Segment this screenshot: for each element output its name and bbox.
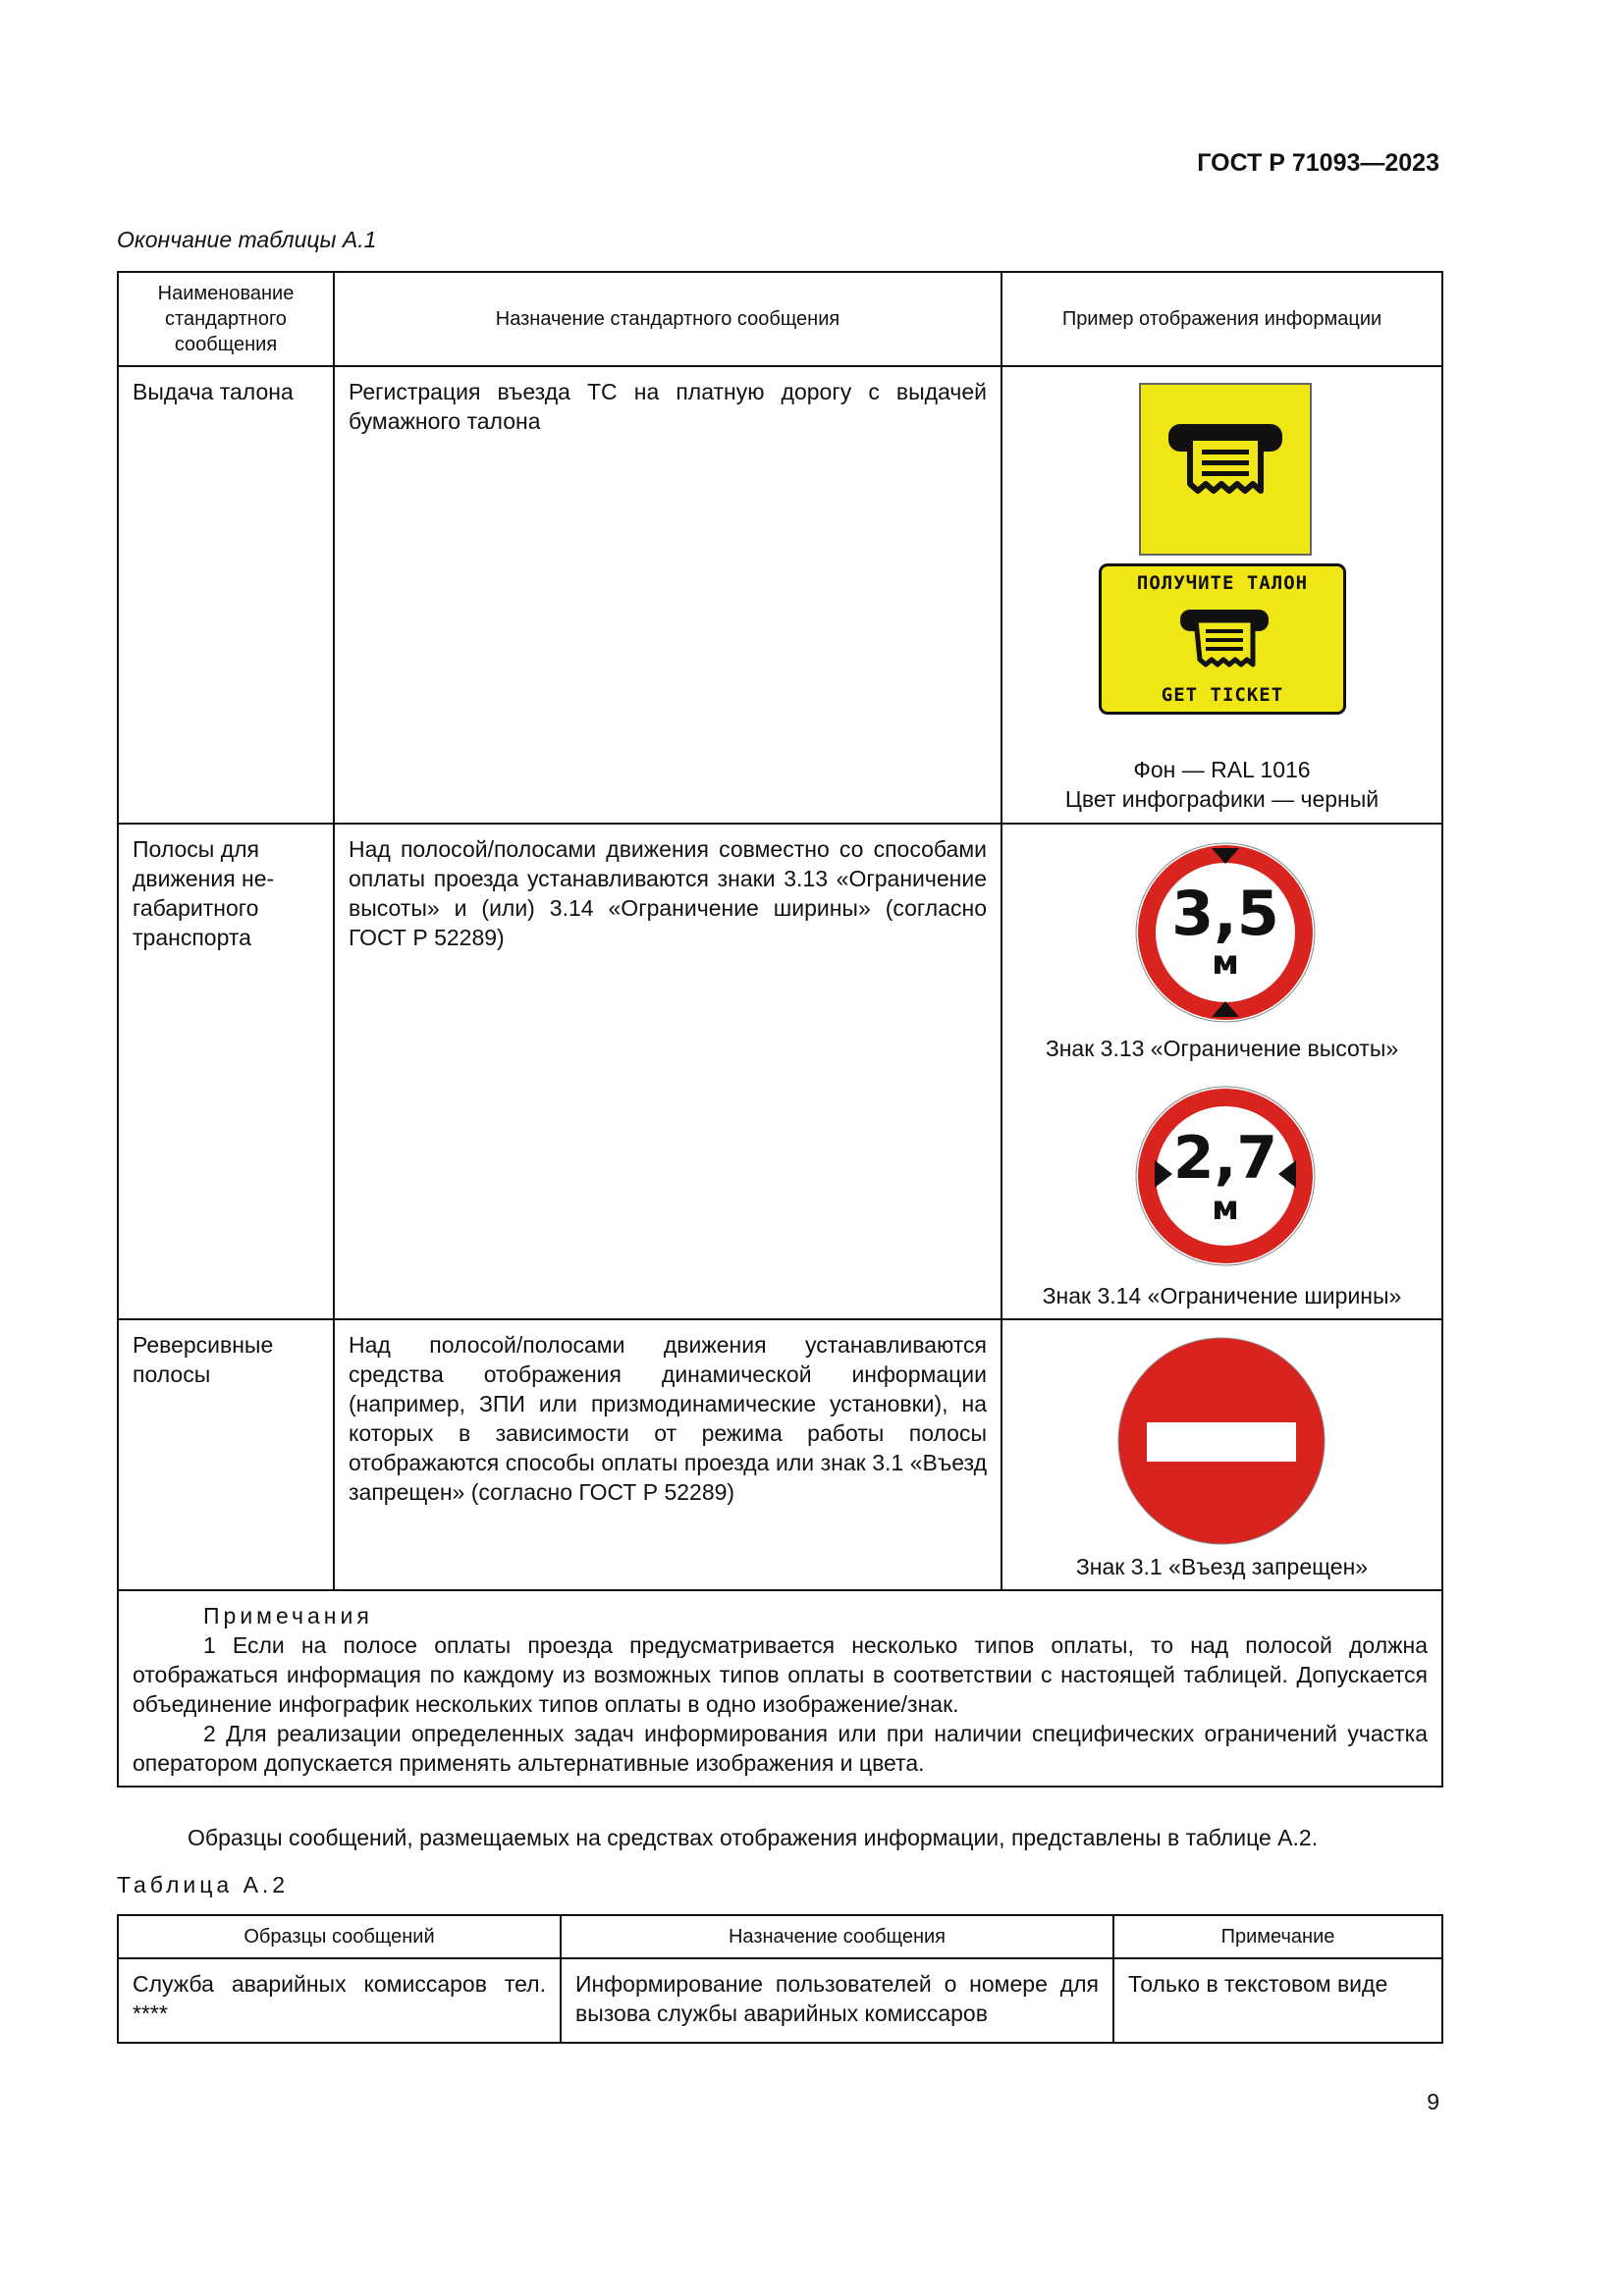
example-cell: [1001, 366, 1442, 824]
message-name: Реверсивные полосы: [118, 1319, 334, 1590]
column-header-name: Наименование стандартного сообщения: [118, 272, 334, 366]
intro-paragraph: Образцы сообщений, размещаемых на средствах отображения информации, представлены в таблице А.2.: [188, 1825, 1319, 1850]
message-sample: Служба аварийных комиссаров тел. ****: [118, 1958, 561, 2043]
example-cell: [1001, 1319, 1442, 1590]
table-header-row: [118, 1915, 1442, 1958]
message-note: Только в текстовом виде: [1113, 1958, 1442, 2043]
sign-text-english: GET TICKET: [1161, 684, 1284, 706]
table-a1: [117, 271, 1443, 1788]
width-unit: м: [1212, 1189, 1239, 1228]
width-sign-caption: Знак 3.14 «Ограничение ширины»: [1042, 1283, 1402, 1308]
message-name: Полосы для движения не-габаритного транспорта: [118, 824, 334, 1319]
table-header-row: [118, 272, 1442, 366]
notes-title: Примечания: [203, 1603, 373, 1629]
table-row: [118, 1958, 1442, 2043]
column-header-example: Пример отображения информации: [1001, 272, 1442, 366]
no-entry-caption: Знак 3.1 «Въезд запрещен»: [1075, 1554, 1369, 1579]
message-purpose: Информирование пользователей о номере для вызова службы аварийных комиссаров: [561, 1958, 1113, 2043]
column-header-purpose: Назначение сообщения: [561, 1915, 1113, 1958]
background-color-note: Фон — RAL 1016: [1133, 757, 1311, 782]
page-number: 9: [1427, 2089, 1439, 2114]
table-a2-title: Таблица А.2: [117, 1872, 290, 1897]
example-cell: [1001, 824, 1442, 1319]
get-ticket-sign: [1099, 563, 1346, 715]
message-name: Выдача талона: [118, 366, 334, 824]
standard-designation: ГОСТ Р 71093—2023: [1197, 149, 1439, 177]
height-unit: м: [1212, 943, 1239, 983]
infographic-color-note: Цвет инфографики — черный: [1064, 786, 1380, 812]
table-row: [118, 366, 1442, 824]
column-header-sample: Образцы сообщений: [118, 1915, 561, 1958]
message-purpose: Над полосой/полосами движения совместно со способами оплаты проезда устанавливаются знаки 3.13 «Ограничение высоты» и (или) 3.14 «Ограничение ширины» (согласно ГОСТ Р 52289): [334, 824, 1001, 1319]
notes-row: [118, 1590, 1442, 1787]
column-header-purpose: Назначение стандартного сообщения: [334, 272, 1001, 366]
note-2: 2 Для реализации определенных задач информирования или при наличии специфических ограничений участка оператором допускается применять альтернативные изображения и цвета.: [133, 1721, 1428, 1776]
height-value: 3,5: [1171, 878, 1279, 949]
ticket-icon-sign: [1139, 383, 1312, 556]
no-entry-sign: [1116, 1336, 1326, 1546]
message-purpose: Регистрация въезда ТС на платную дорогу с выдачей бумажного талона: [334, 366, 1001, 824]
sign-text-russian: ПОЛУЧИТЕ ТАЛОН: [1136, 572, 1309, 594]
notes: [118, 1590, 1442, 1787]
table-row: [118, 1319, 1442, 1590]
column-header-note: Примечание: [1113, 1915, 1442, 1958]
ticket-icon: [1176, 606, 1272, 676]
width-value: 2,7: [1172, 1124, 1278, 1193]
table-a2: [117, 1914, 1443, 2044]
table-continuation-caption: Окончание таблицы А.1: [117, 227, 377, 252]
note-1: 1 Если на полосе оплаты проезда предусматривается несколько типов оплаты, то над полосой должна отображаться информация по каждому из возможных типов оплаты в соответствии с настоящей таблицей. Допускается объединение инфографик нескольких типов оплаты в одно изображение/знак.: [133, 1632, 1428, 1717]
table-row: [118, 824, 1442, 1319]
height-limit-sign: [1133, 840, 1318, 1025]
width-limit-sign: [1133, 1084, 1318, 1268]
message-purpose: Над полосой/полосами движения устанавливаются средства отображения динамической информации (например, ЗПИ или призмодинамические установки), на которых в зависимости от режима работы полосы отображаются способы оплаты проезда или знак 3.1 «Въезд запрещен» (согласно ГОСТ Р 52289): [334, 1319, 1001, 1590]
height-sign-caption: Знак 3.13 «Ограничение высоты»: [1045, 1036, 1399, 1061]
